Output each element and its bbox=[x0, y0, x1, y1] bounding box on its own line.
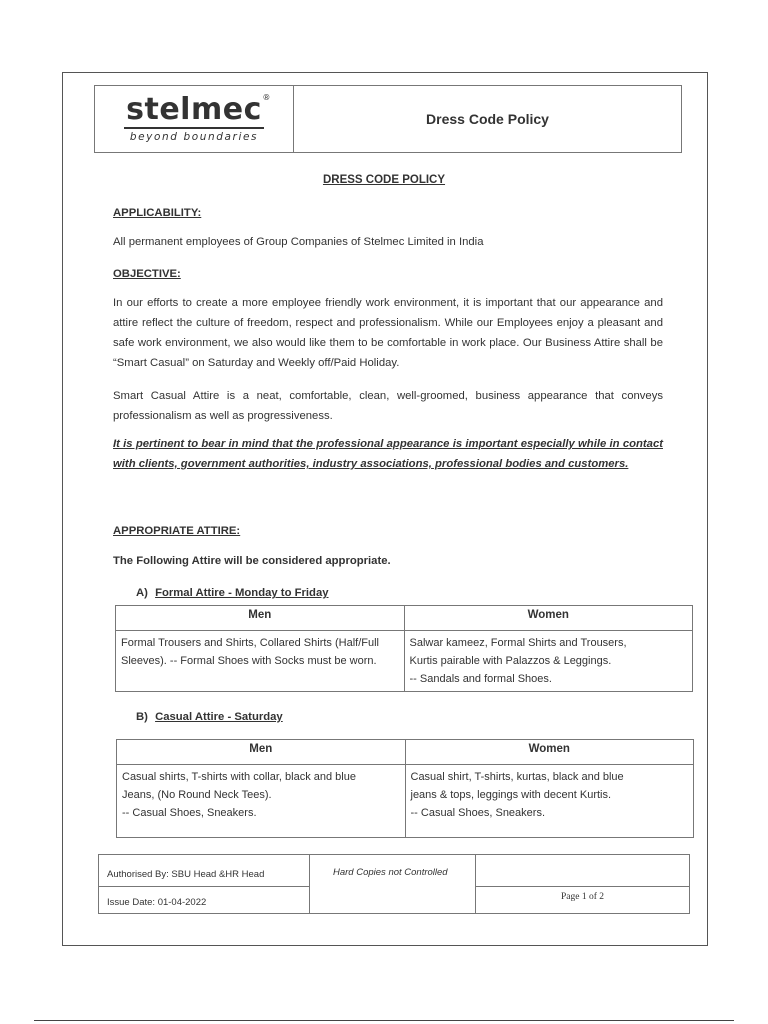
scan-edge-line bbox=[34, 1020, 734, 1021]
issue-date: Issue Date: 01-04-2022 bbox=[107, 897, 207, 908]
casual-women-line: jeans & tops, leggings with decent Kurtis. bbox=[410, 789, 612, 801]
objective-paragraph: In our efforts to create a more employee friendly work environment, it is important that our appearance and attire reflect the culture of freedom, respect and professionalism. While our Employees enjoy a pleasant and safe work environment, we also would like them to be comfortable in work place. Our Business Attire shall be “Smart Casual” on Saturday and Weekly off/Paid Holiday. bbox=[113, 297, 663, 369]
page-number: Page 1 of 2 bbox=[561, 892, 605, 902]
footer-divider bbox=[99, 886, 309, 887]
objective-heading: OBJECTIVE: bbox=[113, 268, 181, 280]
casual-women-line: Casual shirt, T-shirts, kurtas, black and blue bbox=[410, 771, 624, 783]
casual-men-line: Jeans, (No Round Neck Tees). bbox=[122, 789, 272, 801]
logo-underline bbox=[124, 127, 264, 129]
formal-section-label bbox=[136, 583, 329, 603]
registered-mark: ® bbox=[262, 93, 271, 102]
casual-women-cell bbox=[405, 765, 694, 838]
hard-copies-note: Hard Copies not Controlled bbox=[333, 867, 448, 878]
footer-divider bbox=[475, 855, 476, 913]
casual-prefix: B) bbox=[136, 711, 148, 723]
authorised-by: Authorised By: SBU Head &HR Head bbox=[107, 869, 265, 880]
document-title: DRESS CODE POLICY bbox=[322, 174, 446, 186]
document-footer bbox=[98, 854, 690, 914]
casual-women-header: Women bbox=[405, 740, 694, 765]
formal-prefix: A) bbox=[136, 587, 148, 599]
document-header bbox=[94, 85, 682, 153]
casual-section-label bbox=[136, 707, 283, 727]
logo-tagline: beyond boundaries bbox=[129, 131, 259, 143]
casual-men-line: Casual shirts, T-shirts with collar, black and blue bbox=[122, 771, 356, 783]
casual-men-cell bbox=[117, 765, 406, 838]
formal-women-line: Salwar kameez, Formal Shirts and Trousers, bbox=[409, 637, 627, 649]
formal-attire-table bbox=[115, 605, 693, 692]
formal-women-header: Women bbox=[404, 606, 693, 631]
logo-wordmark: stelmec bbox=[126, 92, 262, 127]
formal-women-line: Kurtis pairable with Palazzos & Leggings. bbox=[409, 655, 612, 667]
header-title: Dress Code Policy bbox=[426, 111, 549, 127]
casual-attire-table bbox=[116, 739, 694, 838]
attire-intro: The Following Attire will be considered appropriate. bbox=[113, 555, 391, 567]
smart-casual-paragraph: Smart Casual Attire is a neat, comfortable, clean, well-groomed, business appearance that conveys professionalism as well as progressiveness. bbox=[113, 390, 663, 422]
casual-label: Casual Attire - Saturday bbox=[155, 711, 283, 723]
casual-men-header: Men bbox=[117, 740, 406, 765]
casual-women-line: -- Casual Shoes, Sneakers. bbox=[410, 807, 546, 819]
applicability-text: All permanent employees of Group Companies of Stelmec Limited in India bbox=[113, 236, 484, 248]
formal-men-header: Men bbox=[116, 606, 405, 631]
attire-heading: APPROPRIATE ATTIRE: bbox=[113, 525, 241, 537]
footer-divider bbox=[475, 886, 689, 887]
casual-men-line: -- Casual Shoes, Sneakers. bbox=[122, 807, 257, 819]
formal-men-cell: Formal Trousers and Shirts, Collared Shirts (Half/Full Sleeves). -- Formal Shoes with Socks must be worn. bbox=[116, 631, 405, 692]
applicability-heading: APPLICABILITY: bbox=[113, 207, 202, 219]
emphasis-paragraph: It is pertinent to bear in mind that the professional appearance is important especially while in contact with clients, government authorities, industry associations, professional bodies and customers. bbox=[113, 438, 663, 470]
formal-women-line: -- Sandals and formal Shoes. bbox=[409, 673, 552, 685]
footer-divider bbox=[309, 855, 310, 913]
company-logo bbox=[95, 86, 294, 152]
formal-label: Formal Attire - Monday to Friday bbox=[155, 587, 329, 599]
formal-women-cell bbox=[404, 631, 693, 692]
